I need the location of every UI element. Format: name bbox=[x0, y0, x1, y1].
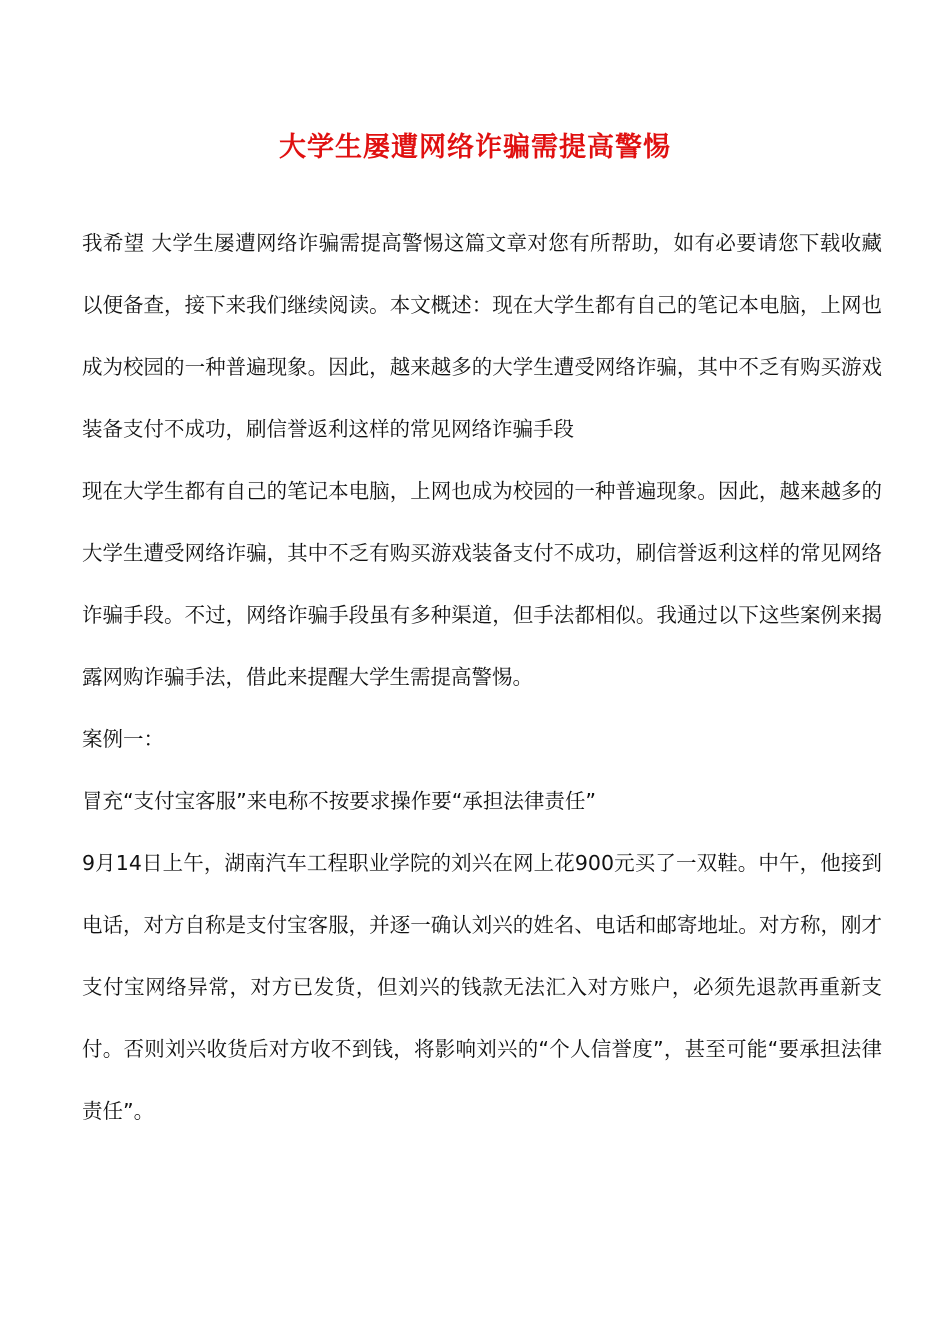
case-subheading: 冒充“支付宝客服”来电称不按要求操作要“承担法律责任” bbox=[82, 789, 596, 813]
document-body bbox=[82, 212, 882, 1142]
background-paragraph: 现在大学生都有自己的笔记本电脑，上网也成为校园的一种普遍现象。因此，越来越多的大学生遭受网络诈骗，其中不乏有购买游戏装备支付不成功，刷信誉返利这样的常见网络诈骗手段。不过，网络诈骗手段虽有多种渠道，但手法都相似。我通过以下这些案例来揭露网购诈骗手法，借此来提醒大学生需提高警惕。 bbox=[82, 479, 882, 689]
case-paragraph: 9月14日上午，湖南汽车工程职业学院的刘兴在网上花900元买了一双鞋。中午，他接到电话，对方自称是支付宝客服，并逐一确认刘兴的姓名、电话和邮寄地址。对方称，刚才支付宝网络异常，对方已发货，但刘兴的钱款无法汇入对方账户，必须先退款再重新支付。否则刘兴收货后对方收不到钱，将影响刘兴的“个人信誉度”，甚至可能“要承担法律责任”。 bbox=[82, 851, 882, 1123]
case-heading: 案例一： bbox=[82, 727, 164, 751]
intro-paragraph: 我希望 大学生屡遭网络诈骗需提高警惕这篇文章对您有所帮助，如有必要请您下载收藏以便备查，接下来我们继续阅读。本文概述：现在大学生都有自己的笔记本电脑，上网也成为校园的一种普遍现象。因此，越来越多的大学生遭受网络诈骗，其中不乏有购买游戏装备支付不成功，刷信誉返利这样的常见网络诈骗手段 bbox=[82, 231, 882, 441]
document-title: 大学生屡遭网络诈骗需提高警惕 bbox=[279, 132, 671, 163]
